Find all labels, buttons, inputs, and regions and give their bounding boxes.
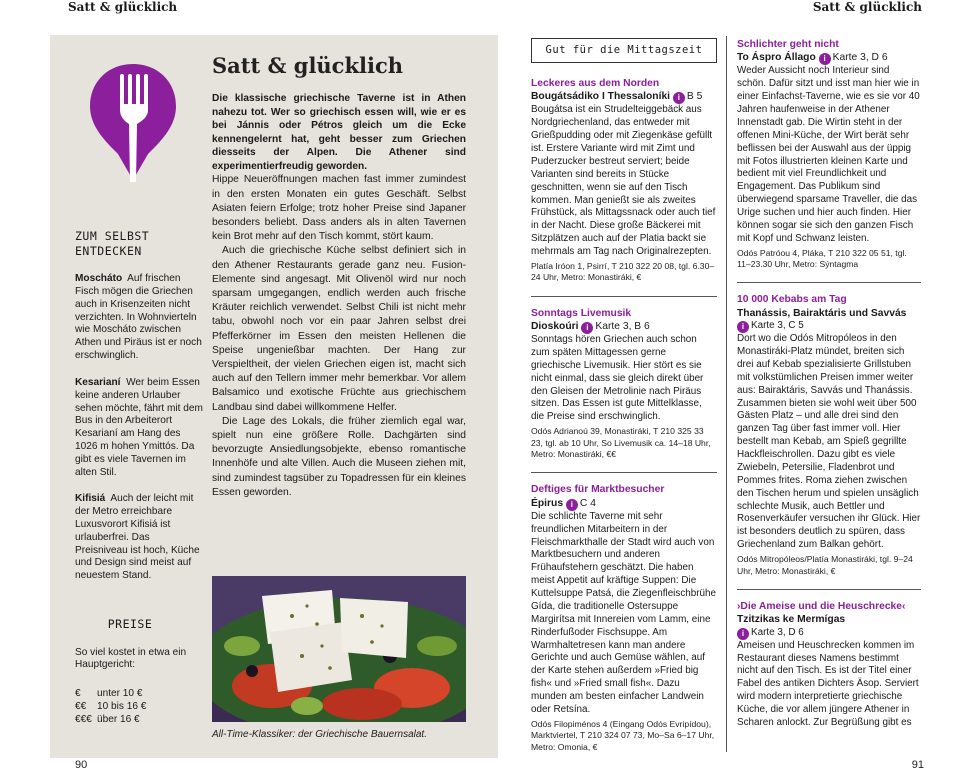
- entry-venue: Dioskoúri: [531, 321, 579, 333]
- entry-body: Weder Aussicht noch Interieur sind schön. Dafür sitzt und isst man hier wie in einer Einfachst-Taverne, wie es sie vor 40 Jahren haufenweise in der Athener Innenstadt gab. Die Wirtin steht in der offenen Mini-Küche, der Wirt berät sehr beflissen bei der Auswahl aus der üppig mit Fotos illustrierten kleinen Karte und bedient mit viel Freundlichkeit und Engagement. Das Publikum sind überwiegend sparsame Traveller, die das Urige suchen und hier auch finden. Hier können sogar sie sich den ganzen Fisch mit Kopf und Schwanz leisten.: [737, 65, 920, 244]
- info-icon: i: [737, 321, 749, 333]
- price-text: 10 bis 16 €: [97, 701, 147, 713]
- page-number-right: 91: [911, 759, 924, 771]
- entry-kicker: 10 000 Kebabs am Tag: [737, 294, 847, 306]
- body-paragraph: Hippe Neueröffnungen machen fast immer zumindest in den ersten Monaten ein gutes Geschäft. Selbst Asiaten feiern Erfolge; trotz hoher Preise sind Japaner besonders beliebt. Dass anders als in alten Tavernen kein Brot mehr auf den Tisch kommt, stört kaum.: [212, 174, 466, 243]
- running-head-right: Satt & glücklich: [812, 0, 922, 14]
- right-column-1: [531, 38, 717, 765]
- entry-map-ref: B 5: [686, 91, 703, 103]
- price-text: unter 10 €: [97, 688, 143, 700]
- entry-map-ref: Karte 3, B 6: [595, 321, 650, 333]
- info-icon: i: [819, 53, 831, 65]
- restaurant-entry: [531, 483, 717, 753]
- entry-kicker: Schlichter geht nicht: [737, 39, 839, 50]
- fork-pin-icon: [88, 62, 178, 182]
- page-title: Satt & glücklich: [212, 53, 404, 78]
- section-heading: Gut für die Mittagszeit: [531, 38, 717, 63]
- entry-info: Platía Iróon 1, Psirrí, T 210 322 20 08, tgl. 6.30–24 Uhr, Metro: Monastiráki, €: [531, 260, 715, 283]
- entry-divider: [531, 296, 717, 297]
- restaurant-entry: [531, 77, 717, 284]
- entry-venue: Épirus: [531, 497, 564, 509]
- entry-map-ref: Karte 3, C 5: [751, 320, 804, 332]
- entry-map-ref: Karte 3, D 6: [832, 52, 888, 64]
- entry-venue: To Áspro Állago: [737, 52, 816, 64]
- sidebar-item: [75, 273, 205, 363]
- entry-info: Odós Adrianoú 39, Monastiráki, T 210 325 33 23, tgl. ab 10 Uhr, So Livemusik ca. 14–18 Uhr, Metro: Monastiráki, €€: [531, 426, 711, 460]
- salad-photo: [212, 576, 466, 722]
- photo-caption: All-Time-Klassiker: der Griechische Bauernsalat.: [212, 729, 427, 740]
- entry-map-ref: Karte 3, D 6: [751, 626, 804, 638]
- entry-info: Odós Filopiménos 4 (Eingang Odós Evripídou), Marktviertel, T 210 324 07 73, Mo–Sa 6–17 Uhr, Metro: Omonia, €: [531, 718, 715, 752]
- info-icon: i: [737, 628, 749, 640]
- page-number-left: 90: [75, 759, 88, 771]
- entry-kicker: ›Die Ameise und die Heuschrecke‹: [737, 600, 906, 612]
- entry-body: Bougátsa ist ein Strudelteiggebäck aus Nordgriechenland, das entweder mit Grießpudding oder mit Ziegenkäse gefüllt ist. Erstere Variante wird mit Zimt und Puderzucker bestreut serviert; beide Varianten sind bereits in Stücke geschnitten, wenn sie auf den Tisch kommen. Man genießt sie als zweites Frühstück, als Mittagssnack oder auch tief in der Nacht. Diese große Bäckerei mit Sitzplätzen auch auf der Platia backt sie mehrmals am Tag nach Originalrezepten.: [531, 104, 716, 257]
- entry-venue: Tzitzikas ke Mermígas: [737, 614, 846, 626]
- price-text: über 16 €: [97, 713, 140, 725]
- body-paragraph: Die Lage des Lokals, die früher ziemlich egal war, spielt nun eine größere Rolle. Dachgärten sind bevorzugte Ansiedlungsobjekte, ebenso romantische Innenhöfe und alte Villen. Auch die Museen ziehen mit, sind zumindest tagsüber zu Topadressen für ein kleines Essen geworden.: [212, 415, 466, 498]
- restaurant-entry: [531, 307, 717, 461]
- info-icon: i: [673, 92, 685, 104]
- sidebar-item-text: Auch der leicht mit der Metro erreichbare Luxusvorort Kifisiá ist urlauberfrei. Das Preisniveau ist hoch, Küche und Design sind meist auf neuestem Stand.: [75, 493, 200, 582]
- body-paragraph: Auch die griechische Küche selbst definiert sich in den Athener Restaurants gerade ganz neu. Fusion-Elemente sind angesagt. Mit Olivenöl wird nur noch sparsam umgegangen, endlich werden auch frische Kräuter reichlich verwendet. Selbst Chili ist nicht mehr tabu, obwohl noch vor ein paar Jahren selbst drei Pfefferkörner im Essen den meisten Hellenen die Speise ungenießbar machten. Der Hang zur Verspieltheit, der vielen Griechen eigen ist, macht sich auch auf den Tellern immer mehr bemerkbar. Vor allem Balsamico und exotische Früchte aus griechischem Landbau sind dabei willkommene Helfer.: [212, 245, 466, 413]
- sidebar-item-text: Auf frischen Fisch mögen die Griechen auch in Krisenzeiten nicht verzichten. In Wohnvierteln wie Moscháto zwischen Athen und Piräus ist er noch erschwinglich.: [75, 273, 202, 362]
- entry-venue: Bougátsádiko I Thessaloníki: [531, 91, 671, 103]
- price-row: [75, 714, 205, 727]
- entry-kicker: Deftiges für Marktbesucher: [531, 484, 665, 496]
- entry-info: Odós Mitropóleos/Platía Monastiráki, tgl. 9–24 Uhr, Metro: Monastiráki, €: [737, 554, 913, 576]
- main-column: [212, 53, 466, 500]
- price-row: [75, 701, 205, 714]
- entry-kicker: Leckeres aus dem Norden: [531, 78, 660, 89]
- sidebar-heading: ZUM SELBST ENTDECKEN: [75, 229, 150, 258]
- entry-divider: [737, 589, 921, 590]
- entry-kicker: Sonntags Livemusik: [531, 307, 632, 319]
- prices-heading: PREISE: [107, 617, 153, 632]
- entry-map-ref: C 4: [579, 497, 596, 509]
- sidebar-item: [75, 377, 205, 480]
- right-column-2: [737, 38, 921, 742]
- sidebar-item-name: Kifisiá: [75, 493, 106, 505]
- sidebar-item: [75, 493, 205, 583]
- entry-divider: [531, 472, 717, 473]
- entry-venue: Thanássis, Bairaktáris und Savvás: [737, 307, 907, 319]
- entry-body: Die schlichte Taverne mit sehr freundlichen Mitarbeitern in der Fleischmarkthalle der Stadt wird auch von Marktbesuchern und anderen Frühaufstehern geschätzt. Die haben meist Appetit auf kräftige Suppen: Die Kuttelsuppe Patsá, die Ziegenfleischbrühe Gída, die traditionelle Ostersuppe Margirítsa mit Innereien vom Lamm, eine Rinderfußoder Fischsuppe. Am Warmhaltetresen kann man andere Gerichte und auch Gemüse wählen, auf der Karte stehen außerdem »Fried big fish« und »Fried small fish«. Dazu munden am besten einfacher Landwein oder Retsína.: [531, 510, 717, 715]
- entry-divider: [737, 282, 921, 283]
- restaurant-entry: [737, 600, 921, 730]
- left-page-panel: [50, 35, 498, 758]
- sidebar-item-text: Wer beim Essen keine anderen Urlauber sehen möchte, fährt mit dem Bus in den Arbeiterort Kesarianí am Hang des 1026 m hohen Ymittós. Da gibt es viele Tavernen im alten Stil.: [75, 376, 203, 478]
- sidebar-item-name: Moscháto: [75, 273, 123, 285]
- lead-paragraph: Die klassische griechische Taverne ist in Athen nahezu tot. Wer so griechisch essen will, wie er es bei Jánnis oder Pétros gleich um die Ecke kennengelernt hat, geht besser zum Griechen diesseits der Alpen. Die Athener sind experimentierfreudig geworden.: [212, 93, 466, 172]
- price-symbol: €€€: [75, 713, 92, 725]
- sidebar: [75, 229, 205, 727]
- info-icon: i: [581, 322, 593, 334]
- entry-body: Dort wo die Odós Mitropóleos in den Monastiráki-Platz mündet, breiten sich drei auf Kebab spezialisierte Grillstuben mit volkstümlichen Preisen immer weiter aus: Bairaktáris, Savvás und Thanássis. Zusammen bieten sie wohl weit über 500 Gästen Platz – und alle drei sind den ganzen Tag über fast immer voll. Hier bestellt man Kebab, am Spieß gegrillte Hackfleischrollen. Dazu gibt es viele Zwiebeln, Petersilie, Fladenbrot und Pommes frites. Roma ziehen zwischen den Tischen herum und spielen unsäglich schlechte Musik, auch Bettler und Rosenverkäufer versuchen ihr Glück. Hier ist besonders deutlich zu spüren, dass Griechenland zum Balkan gehört.: [737, 333, 921, 551]
- price-symbol: €€: [75, 701, 87, 713]
- entry-body: Sonntags hören Griechen auch schon zum späten Mittagessen gerne griechische Livemusik. Hier stört es sie nicht einmal, dass sie gleich direkt über den Gleisen der Metrolinie nach Piräus sitzen. Das Essen ist gute Mittelklasse, die Preise sind erschwinglich.: [531, 334, 704, 423]
- prices-intro: So viel kostet in etwa ein Hauptgericht:: [75, 646, 187, 671]
- column-divider: [726, 36, 727, 752]
- price-symbol: €: [75, 688, 81, 700]
- info-icon: i: [566, 499, 578, 511]
- restaurant-entry: [737, 293, 921, 576]
- price-row: [75, 688, 205, 701]
- running-head-left: Satt & glücklich: [68, 0, 178, 14]
- body-text: [212, 173, 466, 500]
- entry-info: Odós Patróou 4, Pláka, T 210 322 05 51, tgl. 11–23.30 Uhr, Metro: Sýntagma: [737, 247, 907, 270]
- sidebar-item-name: Kesarianí: [75, 376, 121, 388]
- entry-body: Ameisen und Heuschrecken kommen im Restaurant dieses Namens bestimmt nicht auf den Tisch. Es ist der Titel einer Fabel des antiken Dichters Äsop. Serviert wird modern interpretierte griechische Küche, die vor allem jüngere Athener in Scharen anlockt. Zur Begrüßung gibt es: [737, 639, 919, 728]
- restaurant-entry: [737, 38, 921, 270]
